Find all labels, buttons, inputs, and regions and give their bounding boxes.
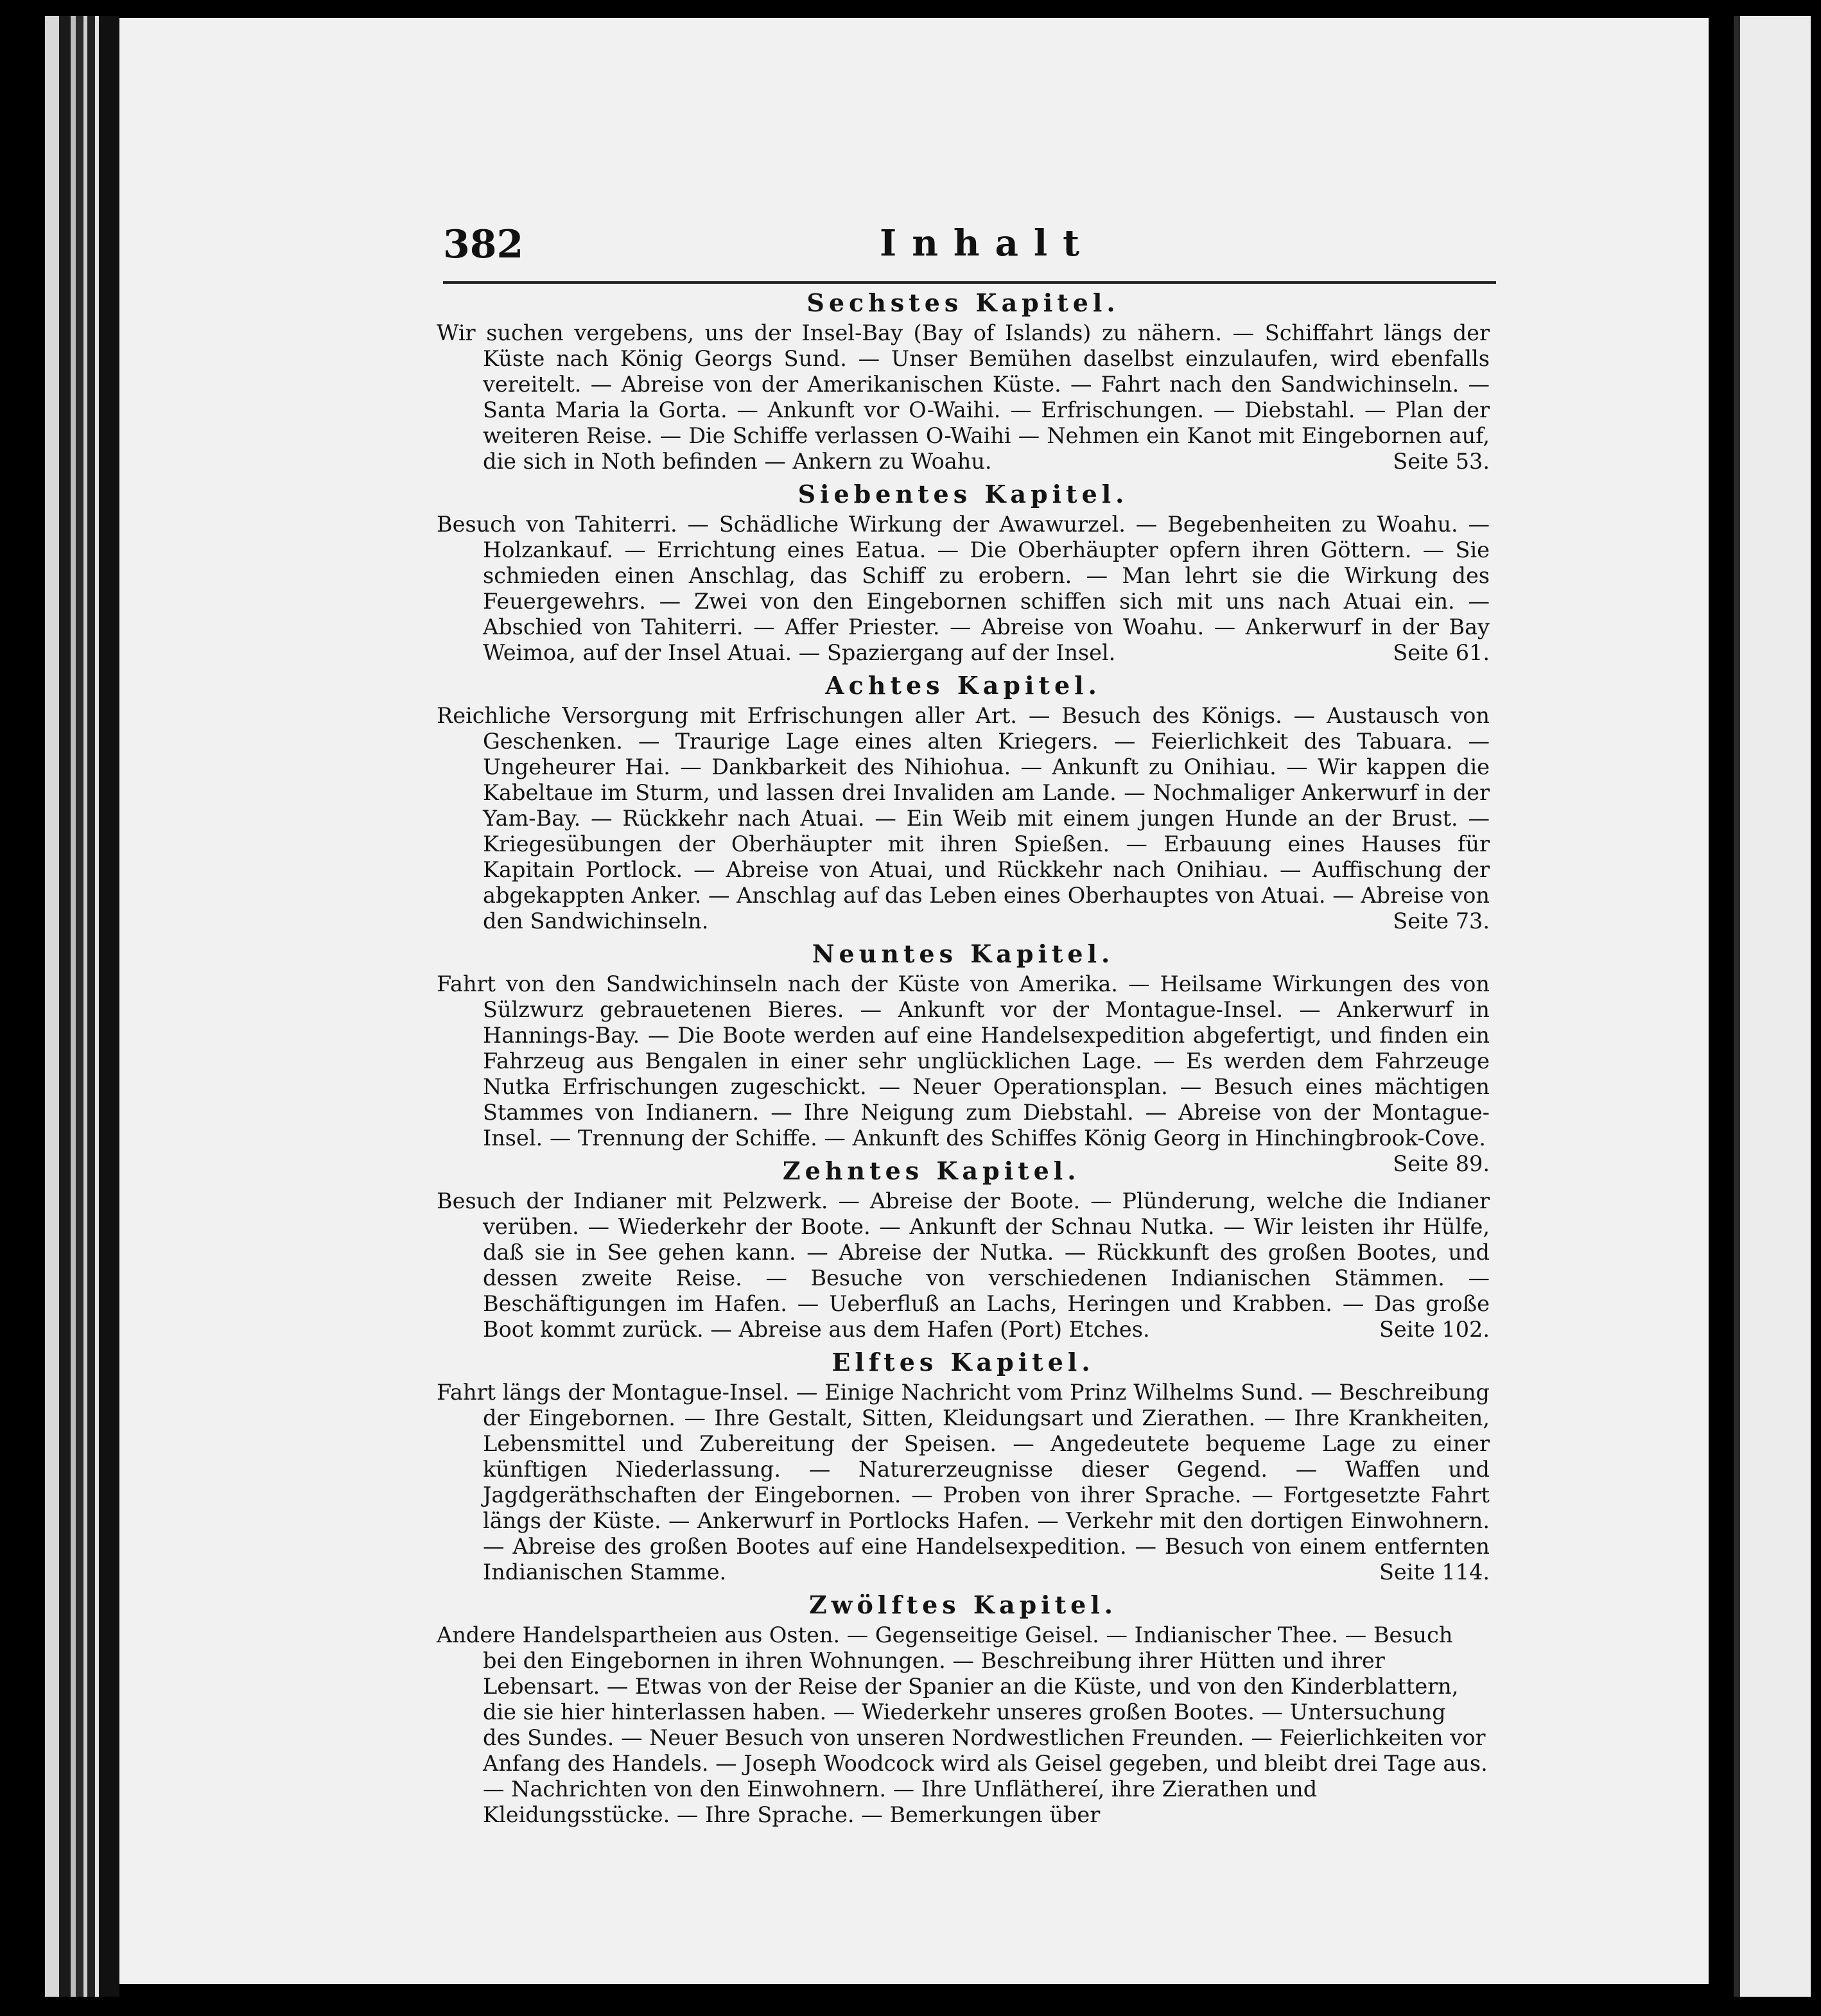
- page-reference: Seite 73.: [1393, 908, 1490, 934]
- page-reference: Seite 102.: [1379, 1317, 1490, 1342]
- chapter-summary-text: Andere Handelspartheien aus Osten. — Gegenseitige Geisel. — Indianischer Thee. — Besuch bei den Eingebornen in ihren Wohnungen. — Beschreibung ihrer Hütten und ihrer Lebensart. — Etwas von der Reise der Spanier an die Küste, und von den Kinderblattern, die sie hier hinterlassen haben. — Wiederkehr unseres großen Bootes. — Untersuchung des Sundes. — Neuer Besuch von unseren Nordwestlichen Freunden. — Feierlichkeiten vor Anfang des Handels. — Joseph Woodcock wird als Geisel gegeben, und bleibt drei Tage aus. — Nachrichten von den Einwohnern. — Ihre Unfläthereí, ihre Zierathen und Kleidungsstücke. — Ihre Sprache. — Bemerkungen über: [437, 1622, 1488, 1827]
- chapter-title: Elftes Kapitel.: [832, 1348, 1095, 1377]
- chapter-summary: [437, 1380, 1490, 1585]
- facing-page-edge: [1734, 16, 1811, 1997]
- chapter-summary-text: Besuch der Indianer mit Pelzwerk. — Abreise der Boote. — Plünderung, welche die Indianer verüben. — Wiederkehr der Boote. — Ankunft der Schnau Nutka. — Wir leisten ihr Hülfe, daß sie in See gehen kann. — Abreise der Nutka. — Rückkunft des großen Bootes, und dessen zweite Reise. — Besuche von verschiedenen Indianischen Stämmen. — Beschäftigungen im Hafen. — Ueberfluß an Lachs, Heringen und Krabben. — Das große Boot kommt zurück. — Abreise aus dem Hafen (Port) Etches.: [437, 1188, 1490, 1342]
- chapter-summary-text: Fahrt längs der Montague-Insel. — Einige Nachricht vom Prinz Wilhelms Sund. — Beschreibung der Eingebornen. — Ihre Gestalt, Sitten, Kleidungsart und Zierathen. — Ihre Krankheiten, Lebensmittel und Zubereitung der Speisen. — Angedeutete bequeme Lage zu einer künftigen Niederlassung. — Naturerzeugnisse dieser Gegend. — Waffen und Jagdgeräthschaften der Eingebornen. — Proben von ihrer Sprache. — Fortgesetzte Fahrt längs der Küste. — Ankerwurf in Portlocks Hafen. — Verkehr mit den dortigen Einwohnern. — Abreise des großen Bootes auf eine Handelsexpedition. — Besuch von einem entfernten Indianischen Stamme.: [437, 1380, 1490, 1585]
- page-reference: Seite 61.: [1393, 640, 1490, 665]
- book-edge-shadow: [59, 16, 71, 1997]
- chapter-summary: [437, 1188, 1490, 1343]
- chapter-summary-text: Besuch von Tahiterri. — Schädliche Wirkung der Awawurzel. — Begebenheiten zu Woahu. — Holzankauf. — Errichtung eines Eatua. — Die Oberhäupter opfern ihren Göttern. — Sie schmieden einen Anschlag, das Schiff zu erobern. — Man lehrt sie die Wirkung des Feuergewehrs. — Zwei von den Eingebornen schiffen sich mit uns nach Atuai ein. — Abschied von Tahiterri. — Affer Priester. — Abreise von Woahu. — Ankerwurf in der Bay Weimoa, auf der Insel Atuai. — Spaziergang auf der Insel.: [437, 512, 1490, 665]
- chapter-summary: [437, 703, 1490, 934]
- chapter-summary: [437, 1622, 1490, 1828]
- chapter-entry: [437, 477, 1490, 666]
- chapter-entry: [437, 668, 1490, 934]
- chapter-summary-text: Fahrt von den Sandwichinseln nach der Küste von Amerika. — Heilsame Wirkungen des von Sülzwurz gebrauetenen Bieres. — Ankunft vor der Montague-Insel. — Ankerwurf in Hannings-Bay. — Die Boote werden auf eine Handelsexpedition abgefertigt, und finden ein Fahrzeug aus Bengalen in einer sehr unglücklichen Lage. — Es werden dem Fahrzeuge Nutka Erfrischungen zugeschickt. — Neuer Operationsplan. — Besuch eines mächtigen Stammes von Indianern. — Ihre Neigung zum Diebstahl. — Abreise von der Montague-Insel. — Trennung der Schiffe. — Ankunft des Schiffes König Georg in Hinchingbrook-Cove.: [437, 971, 1490, 1151]
- book-edge-shadow: [99, 16, 119, 1997]
- book-edge: [71, 16, 76, 1997]
- page-reference: Seite 114.: [1379, 1560, 1490, 1585]
- chapter-entry: [437, 286, 1490, 474]
- chapter-title: Zwölftes Kapitel.: [809, 1590, 1117, 1619]
- book-edge: [45, 16, 59, 1997]
- page-reference: Seite 53.: [1393, 449, 1490, 474]
- page-reference: Seite 89.: [1393, 1151, 1490, 1176]
- chapter-title: Siebentes Kapitel.: [797, 480, 1129, 508]
- chapter-entry: [437, 1345, 1490, 1585]
- table-of-contents: [437, 286, 1490, 1830]
- book-edge-shadow: [76, 16, 83, 1997]
- page-heading: Inhalt: [880, 222, 1095, 265]
- page-gutter-shadow: [1734, 16, 1740, 1997]
- book-edge-shadow: [87, 16, 95, 1997]
- chapter-title: Achtes Kapitel.: [825, 671, 1101, 700]
- chapter-summary-text: Reichliche Versorgung mit Erfrischungen aller Art. — Besuch des Königs. — Austausch von Geschenken. — Traurige Lage eines alten Kriegers. — Feierlichkeit des Tabuara. — Ungeheurer Hai. — Dankbarkeit des Nihiohua. — Ankunft zu Onihiau. — Wir kappen die Kabeltaue im Sturm, und lassen drei Invaliden am Lande. — Nochmaliger Ankerwurf in der Yam-Bay. — Rückkehr nach Atuai. — Ein Weib mit einem jungen Hunde an der Brust. — Kriegesübungen der Oberhäupter mit ihren Spießen. — Erbauung eines Hauses für Kapitain Portlock. — Abreise von Atuai, und Rückkehr nach Onihiau. — Auffischung der abgekappten Anker. — Anschlag auf das Leben eines Oberhauptes von Atuai. — Abreise von den Sandwichinseln.: [437, 703, 1490, 934]
- chapter-summary: [437, 320, 1490, 474]
- chapter-title: Zehntes Kapitel.: [782, 1156, 1081, 1185]
- page-number: 382: [443, 222, 524, 267]
- chapter-entry: [437, 1154, 1490, 1343]
- chapter-title: Neuntes Kapitel.: [812, 939, 1115, 968]
- header-rule: [443, 281, 1496, 284]
- chapter-summary-text: Wir suchen vergebens, uns der Insel-Bay (Bay of Islands) zu nähern. — Schiffahrt längs der Küste nach König Georgs Sund. — Unser Bemühen daselbst einzulaufen, wird ebenfalls vereitelt. — Abreise von der Amerikanischen Küste. — Fahrt nach den Sandwichinseln. — Santa Maria la Gorta. — Ankunft vor O-Waihi. — Erfrischungen. — Diebstahl. — Plan der weiteren Reise. — Die Schiffe verlassen O-Waihi — Nehmen ein Kanot mit Eingebornen auf, die sich in Noth befinden — Ankern zu Woahu.: [437, 320, 1490, 474]
- chapter-summary: [437, 512, 1490, 666]
- chapter-title: Sechstes Kapitel.: [806, 288, 1120, 317]
- chapter-entry: [437, 1588, 1490, 1828]
